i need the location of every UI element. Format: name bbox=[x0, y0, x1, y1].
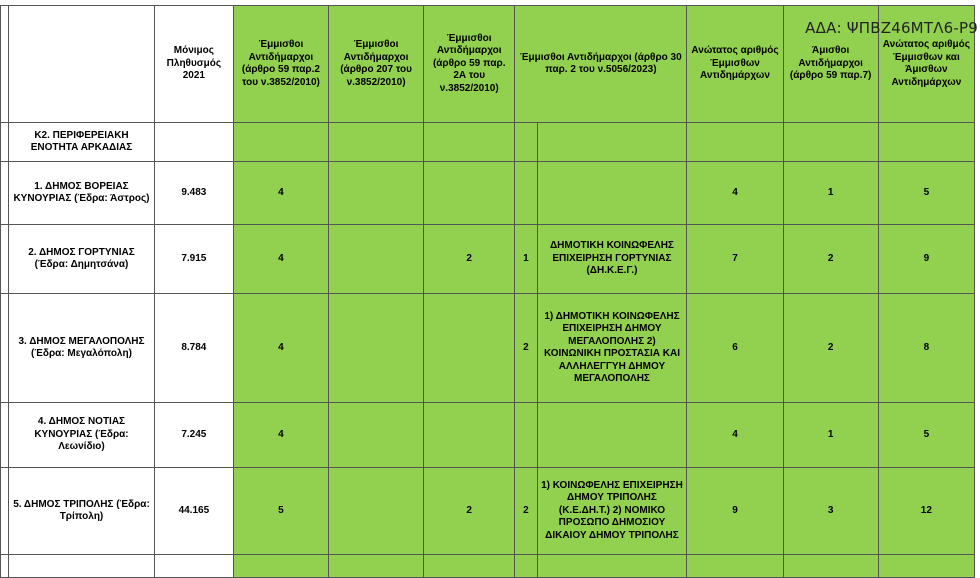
art30-entity bbox=[537, 162, 687, 225]
unpaid-value: 1 bbox=[783, 403, 878, 468]
header-art30: Έμμισθοι Αντιδήμαρχοι (άρθρο 30 παρ. 2 του ν.5056/2023) bbox=[515, 6, 687, 123]
left-margin-cell bbox=[1, 403, 9, 468]
left-margin-cell bbox=[1, 294, 9, 403]
municipality-name: 4. ΔΗΜΟΣ ΝΟΤΙΑΣ ΚΥΝΟΥΡΙΑΣ (Έδρα: Λεωνίδιο) bbox=[9, 403, 155, 468]
empty-cell bbox=[329, 123, 424, 162]
header-municipality-cell bbox=[9, 6, 155, 123]
population-value: 8.784 bbox=[154, 294, 233, 403]
art59-2a-value: 2 bbox=[424, 468, 515, 555]
art59-2-value: 4 bbox=[233, 225, 328, 294]
table-row bbox=[1, 225, 975, 294]
left-margin-cell bbox=[1, 468, 9, 555]
header-art59-2a: Έμμισθοι Αντιδήμαρχοι (άρθρο 59 παρ. 2Α του ν.3852/2010) bbox=[424, 6, 515, 123]
header-unpaid: Άμισθοι Αντιδήμαρχοι (άρθρο 59 παρ.7) bbox=[783, 6, 878, 123]
empty-cell bbox=[783, 555, 878, 578]
empty-cell bbox=[329, 555, 424, 578]
empty-cell bbox=[687, 555, 783, 578]
empty-cell bbox=[154, 123, 233, 162]
unpaid-value: 2 bbox=[783, 225, 878, 294]
art30-count: 2 bbox=[515, 468, 537, 555]
max-paid-value: 9 bbox=[687, 468, 783, 555]
table-row bbox=[1, 468, 975, 555]
empty-cell bbox=[783, 123, 878, 162]
art59-2a-value: 2 bbox=[424, 225, 515, 294]
empty-cell bbox=[878, 555, 974, 578]
art30-count bbox=[515, 403, 537, 468]
header-art59-2: Έμμισθοι Αντιδήμαρχοι (άρθρο 59 παρ.2 του ν.3852/2010) bbox=[233, 6, 328, 123]
population-value: 9.483 bbox=[154, 162, 233, 225]
empty-cell bbox=[537, 123, 687, 162]
table-row bbox=[1, 403, 975, 468]
empty-cell bbox=[424, 123, 515, 162]
left-margin-cell bbox=[1, 162, 9, 225]
max-total-value: 12 bbox=[878, 468, 974, 555]
table-row-partial bbox=[1, 555, 975, 578]
header-art207: Έμμισθοι Αντιδήμαρχοι (άρθρο 207 του ν.3852/2010) bbox=[329, 6, 424, 123]
art30-count: 1 bbox=[515, 225, 537, 294]
max-paid-value: 4 bbox=[687, 403, 783, 468]
header-max-total: Ανώτατος αριθμός Έμμισθων και Άμισθων Αντιδημάρχων bbox=[878, 6, 974, 123]
empty-cell bbox=[878, 123, 974, 162]
ada-code: ΑΔΑ: ΨΠΒΖ46ΜΤΛ6-Ρ9 bbox=[805, 19, 978, 37]
art59-2-value: 4 bbox=[233, 403, 328, 468]
unpaid-value: 3 bbox=[783, 468, 878, 555]
region-row bbox=[1, 123, 975, 162]
municipality-name: 3. ΔΗΜΟΣ ΜΕΓΑΛΟΠΟΛΗΣ (Έδρα: Μεγαλόπολη) bbox=[9, 294, 155, 403]
max-paid-value: 6 bbox=[687, 294, 783, 403]
municipality-name: 2. ΔΗΜΟΣ ΓΟΡΤΥΝΙΑΣ (Έδρα: Δημητσάνα) bbox=[9, 225, 155, 294]
municipality-name: 1. ΔΗΜΟΣ ΒΟΡΕΙΑΣ ΚΥΝΟΥΡΙΑΣ (Έδρα: Άστρος) bbox=[9, 162, 155, 225]
unpaid-value: 2 bbox=[783, 294, 878, 403]
art207-value bbox=[329, 294, 424, 403]
art59-2-value: 4 bbox=[233, 294, 328, 403]
unpaid-value: 1 bbox=[783, 162, 878, 225]
empty-cell bbox=[537, 555, 687, 578]
sheet-top-margin bbox=[0, 0, 980, 5]
max-paid-value: 4 bbox=[687, 162, 783, 225]
left-margin-cell bbox=[1, 555, 9, 578]
art30-count bbox=[515, 162, 537, 225]
art207-value bbox=[329, 403, 424, 468]
art30-entity: ΔΗΜΟΤΙΚΗ ΚΟΙΝΩΦΕΛΗΣ ΕΠΙΧΕΙΡΗΣΗ ΓΟΡΤΥΝΙΑΣ (ΔΗ.Κ.Ε.Γ.) bbox=[537, 225, 687, 294]
empty-cell bbox=[233, 123, 328, 162]
art30-entity bbox=[537, 403, 687, 468]
vice-mayors-table bbox=[0, 5, 975, 578]
population-value: 7.245 bbox=[154, 403, 233, 468]
municipality-name: 5. ΔΗΜΟΣ ΤΡΙΠΟΛΗΣ (Έδρα: Τρίπολη) bbox=[9, 468, 155, 555]
left-margin-cell bbox=[1, 6, 9, 123]
art30-entity: 1) ΔΗΜΟΤΙΚΗ ΚΟΙΝΩΦΕΛΗΣ ΕΠΙΧΕΙΡΗΣΗ ΔΗΜΟΥ ΜΕΓΑΛΟΠΟΛΗΣ 2) ΚΟΙΝΩΝΙΚΗ ΠΡΟΣΤΑΣΙΑ ΚΑΙ ΑΛΛΗΛΕΓΓΥΗ ΔΗΜΟΥ ΜΕΓΑΛΟΠΟΛΗΣ bbox=[537, 294, 687, 403]
art30-count: 2 bbox=[515, 294, 537, 403]
art59-2a-value bbox=[424, 403, 515, 468]
table-row bbox=[1, 294, 975, 403]
art207-value bbox=[329, 468, 424, 555]
left-margin-cell bbox=[1, 123, 9, 162]
empty-cell bbox=[424, 555, 515, 578]
left-margin-cell bbox=[1, 225, 9, 294]
empty-cell bbox=[515, 555, 537, 578]
max-total-value: 5 bbox=[878, 162, 974, 225]
population-value: 7.915 bbox=[154, 225, 233, 294]
empty-cell bbox=[233, 555, 328, 578]
art30-entity: 1) ΚΟΙΝΩΦΕΛΗΣ ΕΠΙΧΕΙΡΗΣΗ ΔΗΜΟΥ ΤΡΙΠΟΛΗΣ (Κ.Ε.ΔΗ.Τ.) 2) ΝΟΜΙΚΟ ΠΡΟΣΩΠΟ ΔΗΜΟΣΙΟΥ ΔΙΚΑΙΟΥ ΔΗΜΟΥ ΤΡΙΠΟΛΗΣ bbox=[537, 468, 687, 555]
table-row bbox=[1, 162, 975, 225]
art207-value bbox=[329, 162, 424, 225]
max-paid-value: 7 bbox=[687, 225, 783, 294]
header-max-paid: Ανώτατος αριθμός Έμμισθων Αντιδημάρχων bbox=[687, 6, 783, 123]
max-total-value: 5 bbox=[878, 403, 974, 468]
header-population: Μόνιμος Πληθυσμός 2021 bbox=[154, 6, 233, 123]
max-total-value: 8 bbox=[878, 294, 974, 403]
empty-cell bbox=[154, 555, 233, 578]
population-value: 44.165 bbox=[154, 468, 233, 555]
art59-2a-value bbox=[424, 162, 515, 225]
art59-2-value: 5 bbox=[233, 468, 328, 555]
art207-value bbox=[329, 225, 424, 294]
empty-cell bbox=[515, 123, 537, 162]
max-total-value: 9 bbox=[878, 225, 974, 294]
art59-2a-value bbox=[424, 294, 515, 403]
region-label: Κ2. ΠΕΡΙΦΕΡΕΙΑΚΗ ΕΝΟΤΗΤΑ ΑΡΚΑΔΙΑΣ bbox=[9, 123, 155, 162]
art59-2-value: 4 bbox=[233, 162, 328, 225]
empty-cell bbox=[687, 123, 783, 162]
empty-cell bbox=[9, 555, 155, 578]
